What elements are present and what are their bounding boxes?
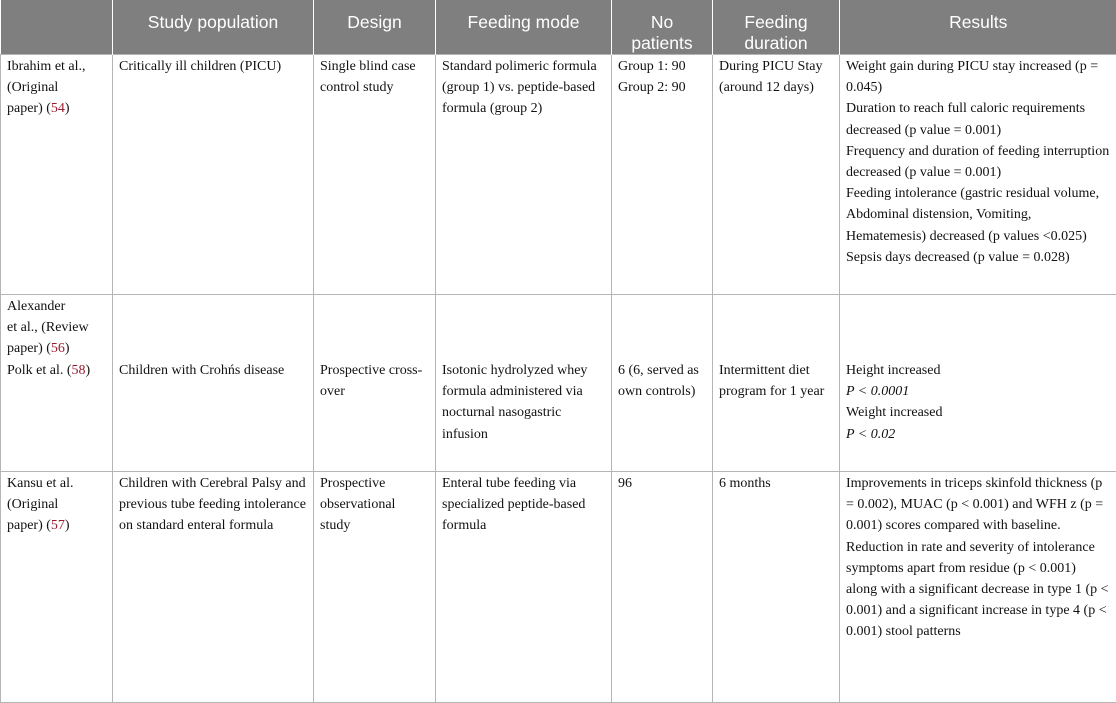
author-cell: Kansu et al. (Original paper) (57) [1, 472, 113, 703]
patients-cell: 6 (6, served as own controls) [612, 295, 713, 472]
population-cell: Children with Crohńs disease [113, 295, 314, 472]
header-results: Results [840, 0, 1116, 55]
design-cell: Prospective cross-over [314, 295, 436, 472]
duration-cell: 6 months [713, 472, 840, 703]
header-author [1, 0, 113, 55]
design-cell: Prospective observational study [314, 472, 436, 703]
table-row [1, 472, 1116, 703]
header-design: Design [314, 0, 436, 55]
patients-cell: Group 1: 90 Group 2: 90 [612, 55, 713, 295]
reference-link[interactable]: 54 [51, 101, 65, 116]
results-cell: Height increased P < 0.0001 Weight increased P < 0.02 [840, 295, 1116, 472]
feeding-mode-cell: Standard polimeric formula (group 1) vs. peptide-based formula (group 2) [436, 55, 612, 295]
header-feeding-duration: Feeding duration [713, 0, 840, 55]
header-feeding-mode: Feeding mode [436, 0, 612, 55]
population-cell: Critically ill children (PICU) [113, 55, 314, 295]
feeding-mode-cell: Enteral tube feeding via specialized peptide-based formula [436, 472, 612, 703]
reference-link[interactable]: 57 [51, 518, 65, 533]
author-cell: Ibrahim et al., (Original paper) (54) [1, 55, 113, 295]
duration-cell: During PICU Stay (around 12 days) [713, 55, 840, 295]
reference-link[interactable]: 58 [72, 363, 86, 378]
header-no-patients: No patients [612, 0, 713, 55]
patients-cell: 96 [612, 472, 713, 703]
population-cell: Children with Cerebral Palsy and previous tube feeding intolerance on standard enteral formula [113, 472, 314, 703]
results-cell: Improvements in triceps skinfold thickness (p = 0.002), MUAC (p < 0.001) and WFH z (p = 0.001) scores compared with baseline. Reduction in rate and severity of intolerance symptoms apart from residue (p < 0.001) along with a significant decrease in type 1 (p < 0.001) and a significant increase in type 4 (p < 0.001) stool patterns [840, 472, 1116, 703]
results-cell: Weight gain during PICU stay increased (p = 0.045) Duration to reach full caloric requirements decreased (p value = 0.001) Frequency and duration of feeding interruption decreased (p value = 0.001) Feeding intolerance (gastric residual volume, Abdominal distension, Vomiting, Hematemesis) decreased (p values <0.025) Sepsis days decreased (p value = 0.028) [840, 55, 1116, 295]
table-row [1, 295, 1116, 472]
table-header-row [1, 0, 1116, 55]
duration-cell: Intermittent diet program for 1 year [713, 295, 840, 472]
reference-link[interactable]: 56 [51, 341, 65, 356]
author-cell: Alexander et al., (Review paper) (56) Polk et al. (58) [1, 295, 113, 472]
table-row [1, 55, 1116, 295]
header-study-population: Study population [113, 0, 314, 55]
design-cell: Single blind case control study [314, 55, 436, 295]
feeding-mode-cell: Isotonic hydrolyzed whey formula administered via nocturnal nasogastric infusion [436, 295, 612, 472]
